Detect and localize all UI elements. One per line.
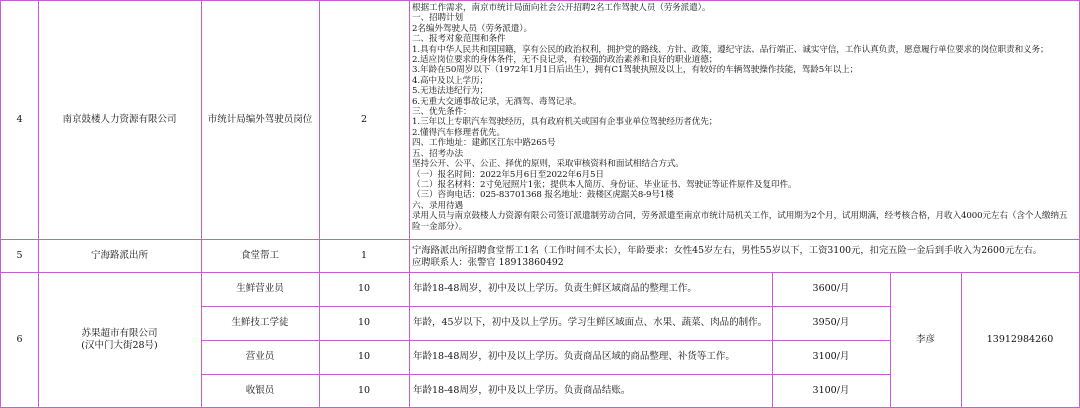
row-number: 6 bbox=[16, 333, 23, 345]
company-name: 宁海路派出所 bbox=[90, 249, 148, 261]
row-number: 4 bbox=[16, 114, 23, 125]
position-name: 生鲜技工学徒 bbox=[231, 317, 289, 328]
job-requirement: 年龄18-48周岁，初中及以上学历。负责生鲜区域商品的整理工作。 bbox=[413, 283, 697, 294]
position-name: 收银员 bbox=[245, 384, 275, 396]
job-requirement: 年龄，45岁以下，初中及以上学历。学习生鲜区域面点、水果、蔬菜、肉品的制作。 bbox=[413, 317, 768, 328]
salary: 3950/月 bbox=[812, 317, 850, 328]
position-name: 食堂帮工 bbox=[240, 249, 279, 261]
job-requirement: 年龄18-48周岁，初中及以上学历。负责商品区域的商品整理、补货等工作。 bbox=[413, 351, 735, 362]
salary: 3100/月 bbox=[812, 384, 850, 396]
job-requirement: 年龄18-48周岁，初中及以上学历。负责商品结账。 bbox=[413, 384, 631, 396]
hire-count: 2 bbox=[360, 114, 368, 125]
salary: 3600/月 bbox=[812, 283, 850, 294]
job-detail-text: 根据工作需求，南京市统计局面向社会公开招聘2名工作驾驶人员（劳务派遣）。 一、招聘计划 2名编外驾驶人员（劳务派遣）。 二、报考对象范围和条件 1.具有中华人民共和国国籍，享有公民的政治权利，拥护党的路线、方针、政策，遵纪守法、品行端正、诚实守信，工作认真负责，愿意履行单位要求的岗位职责和义务； 2.适应岗位要求的身体条件，无不良记录，有较强的政治素养和良好的职业道德； 3.年龄在50周岁以下（1972年1月1日后出生），拥有C1驾驶执照及以上，有较好的车辆驾驶操作技能，驾龄5年以上； 4.高中及以上学历； 5.无违法违纪行为； 6.无重大交通事故记录，无酒驾、毒驾记录。 三、优先条件： 1.三年以上专职汽车驾驶经历，具有政府机关或国有企事业单位驾驶经历者优先； 2.懂得汽车修理者优先。 四、工作地址：建邺区江东中路265号 五、招考办法 坚持公开、公平、公正、择优的原则，采取审核资料和面试相结合方式。 （一）报名时间：2022年5月6日至2022年6月5日 （二）报名材料：2寸免冠照片1张；提供本人简历、身份证、毕业证书、驾驶证等证件原件及复印件。 （三）咨询电话：025-83701368 报名地址：鼓楼区虎踞关8-9号1楼 六、录用待遇 录用人员与南京鼓楼人力资源有限公司签订派遣制劳动合同，劳务派遣至南京市统计局机关工作，试用期为2个月，试用期满，经考核合格，月收入4000元左右（含个人缴纳五险一金部分）。 bbox=[412, 3, 1068, 232]
hire-count: 1 bbox=[360, 249, 368, 261]
hire-count: 10 bbox=[357, 317, 371, 328]
position-name: 生鲜营业员 bbox=[236, 283, 284, 294]
hire-count: 10 bbox=[357, 384, 371, 396]
position-name: 市统计局编外驾驶员岗位 bbox=[207, 114, 313, 125]
company-name: 南京鼓楼人力资源有限公司 bbox=[62, 114, 177, 125]
salary: 3100/月 bbox=[812, 351, 850, 362]
hire-count: 10 bbox=[357, 283, 371, 294]
job-detail-text: 宁海路派出所招聘食堂帮工1名（工作时间不太长），年龄要求：女性45岁左右，男性55岁以下，工资3100元，扣完五险一金后到手收入为2600元左右。 应聘联系人：张警官 18913860492 bbox=[412, 245, 1043, 268]
company-name: 苏果超市有限公司 (汉中门大街28号) bbox=[81, 327, 158, 351]
position-name: 营业员 bbox=[245, 351, 275, 362]
contact-phone: 13912984260 bbox=[986, 333, 1054, 345]
contact-person: 李彦 bbox=[915, 333, 935, 345]
hire-count: 10 bbox=[357, 351, 371, 362]
row-number: 5 bbox=[16, 249, 23, 261]
